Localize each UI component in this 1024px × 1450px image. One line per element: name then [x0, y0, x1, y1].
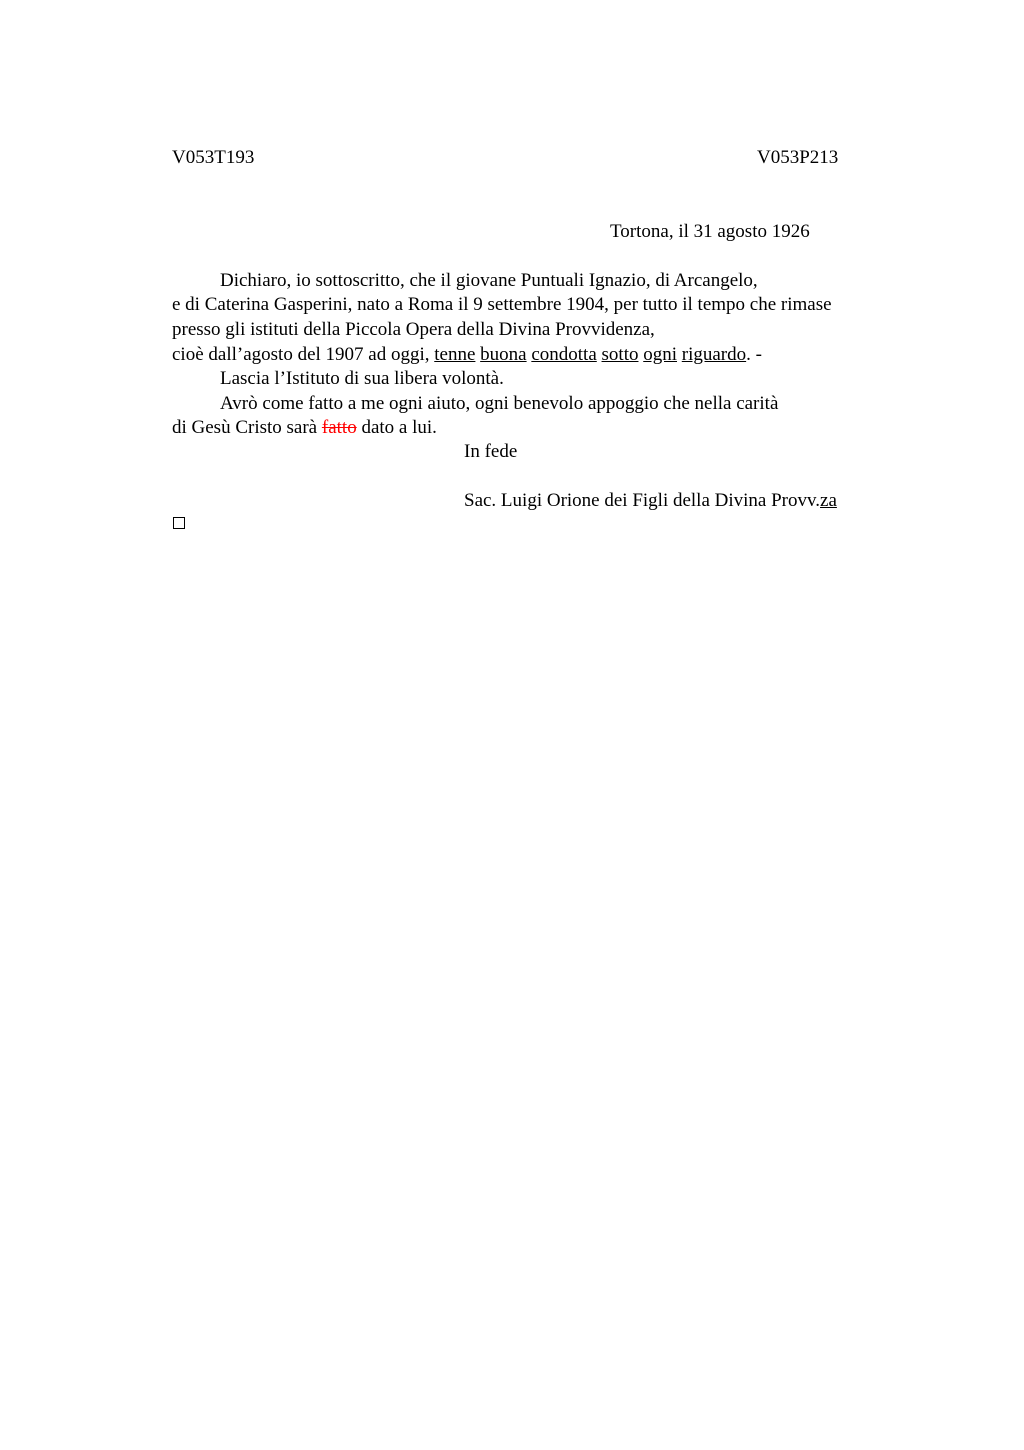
- underlined-word-buona: buona: [480, 344, 527, 365]
- body-line-4-prefix: cioè dall’agosto del 1907 ad oggi,: [172, 344, 435, 365]
- body-line-4: [172, 343, 762, 367]
- body-line-5: Lascia l’Istituto di sua libera volontà.: [220, 368, 504, 389]
- body-line-2: e di Caterina Gasperini, nato a Roma il 9 settembre 1904, per tutto il tempo che rimase: [172, 294, 832, 315]
- body-line-7-suffix: dato a lui.: [356, 417, 437, 438]
- body-line-7: [172, 416, 437, 440]
- body-line-3: presso gli istituti della Piccola Opera della Divina Provvidenza,: [172, 319, 655, 340]
- header-code-right: V053P213: [757, 147, 839, 168]
- struck-word: fatto: [321, 417, 357, 438]
- closing-in-fede: In fede: [464, 441, 518, 462]
- underlined-word-tenne: tenne: [434, 344, 476, 365]
- body-line-4-suffix: . -: [746, 344, 762, 365]
- body-line-7-prefix: di Gesù Cristo sarà: [172, 417, 322, 438]
- checkbox-square-icon: [173, 517, 185, 529]
- underlined-word-ogni: ogni: [643, 344, 678, 365]
- signature-line: [464, 489, 837, 513]
- document-date: Tortona, il 31 agosto 1926: [610, 221, 810, 242]
- body-line-6: Avrò come fatto a me ogni aiuto, ogni benevolo appoggio che nella carità: [220, 393, 779, 414]
- signature-text: Sac. Luigi Orione dei Figli della Divina Provv.: [464, 490, 821, 511]
- body-line-1: Dichiaro, io sottoscritto, che il giovane Puntuali Ignazio, di Arcangelo,: [220, 270, 758, 291]
- underlined-word-riguardo: riguardo: [681, 344, 747, 365]
- signature-abbrev: za: [820, 490, 837, 511]
- underlined-word-condotta: condotta: [531, 344, 597, 365]
- header-code-left: V053T193: [172, 147, 255, 168]
- underlined-word-sotto: sotto: [601, 344, 639, 365]
